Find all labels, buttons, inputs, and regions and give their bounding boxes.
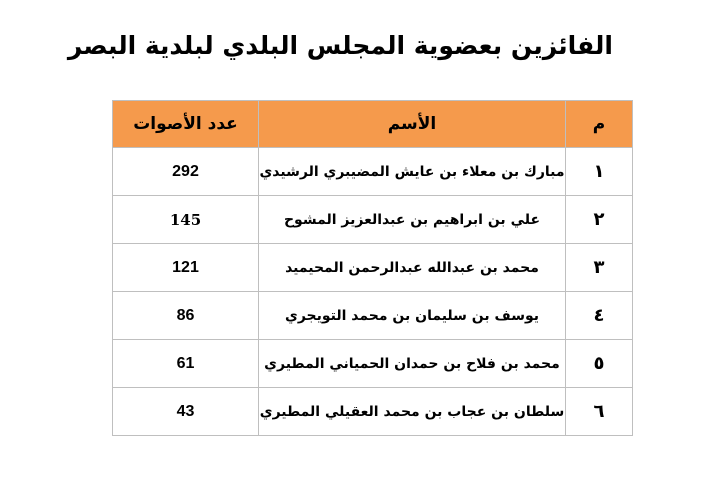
row-number: ٦ bbox=[566, 388, 633, 436]
row-number: ٢ bbox=[566, 196, 633, 244]
row-number: ٤ bbox=[566, 292, 633, 340]
table-header-row bbox=[113, 101, 633, 148]
header-name: الأسم bbox=[259, 101, 566, 148]
header-number: م bbox=[566, 101, 633, 148]
header-votes: عدد الأصوات bbox=[113, 101, 259, 148]
row-name: علي بن ابراهيم بن عبدالعزيز المشوح bbox=[259, 196, 566, 244]
table-row bbox=[113, 244, 633, 292]
row-number: ١ bbox=[566, 148, 633, 196]
row-votes: 292 bbox=[113, 148, 259, 196]
row-votes: 43 bbox=[113, 388, 259, 436]
row-name: محمد بن عبدالله عبدالرحمن المحيميد bbox=[259, 244, 566, 292]
table-row bbox=[113, 388, 633, 436]
table-row bbox=[113, 292, 633, 340]
row-number: ٣ bbox=[566, 244, 633, 292]
row-number: ٥ bbox=[566, 340, 633, 388]
row-name: محمد بن فلاح بن حمدان الحمياني المطيري bbox=[259, 340, 566, 388]
row-name: سلطان بن عجاب بن محمد العقيلي المطيري bbox=[259, 388, 566, 436]
row-votes: 145 bbox=[113, 196, 259, 244]
row-votes: 86 bbox=[113, 292, 259, 340]
row-name: يوسف بن سليمان بن محمد التويجري bbox=[259, 292, 566, 340]
table-row bbox=[113, 196, 633, 244]
page-title: الفائزين بعضوية المجلس البلدي لبلدية البصر bbox=[67, 31, 613, 60]
row-votes: 61 bbox=[113, 340, 259, 388]
winners-table bbox=[112, 100, 633, 436]
row-votes: 121 bbox=[113, 244, 259, 292]
table-row bbox=[113, 148, 633, 196]
row-name: مبارك بن معلاء بن عايش المضيبري الرشيدي bbox=[259, 148, 566, 196]
table-row bbox=[113, 340, 633, 388]
